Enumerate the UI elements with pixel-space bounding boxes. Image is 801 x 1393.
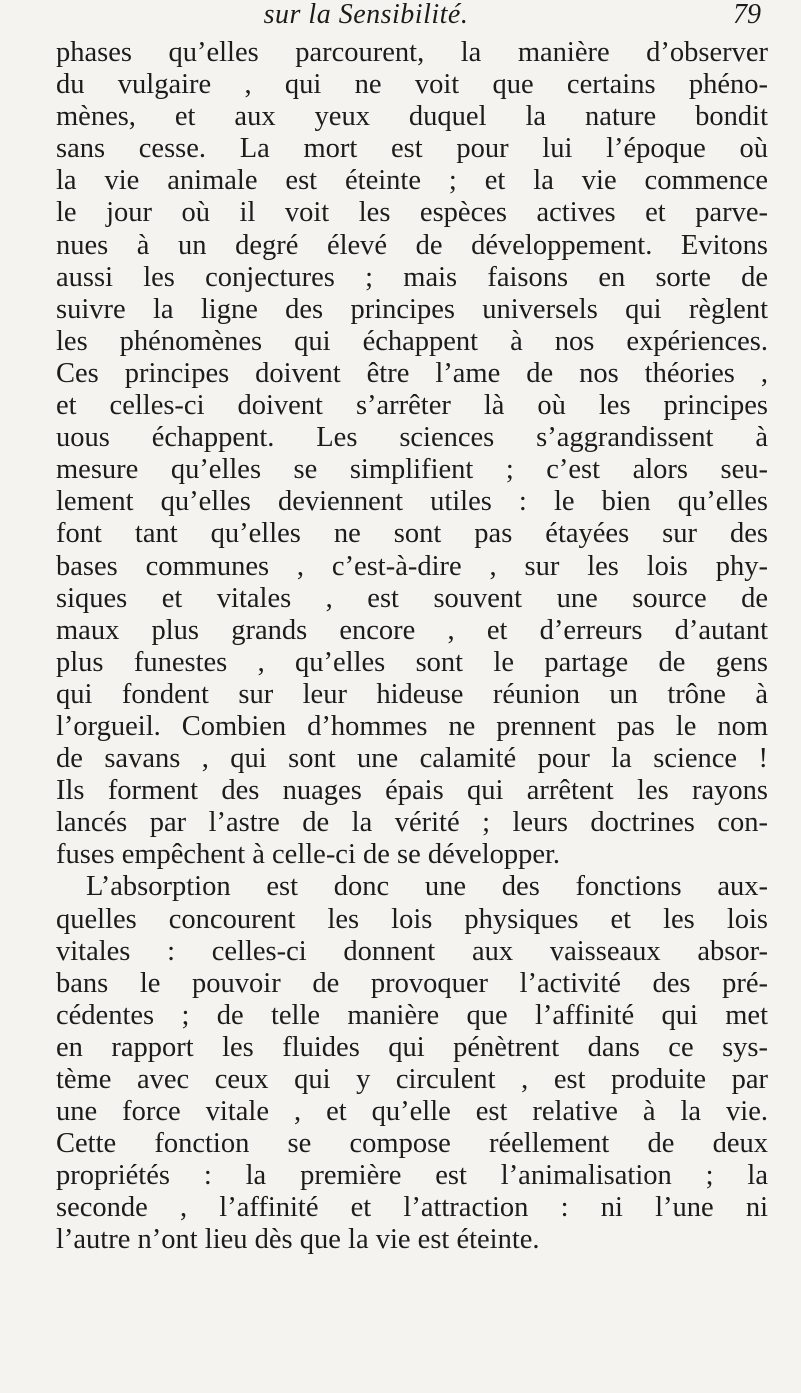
text-line: sans cesse. La mort est pour lui l’époque où xyxy=(56,133,768,165)
text-line: lancés par l’astre de la vérité ; leurs doctrines con- xyxy=(56,807,768,839)
text-line: mènes, et aux yeux duquel la nature bondit xyxy=(56,101,768,133)
text-line: de savans , qui sont une calamité pour la science ! xyxy=(56,743,768,775)
text-line: cédentes ; de telle manière que l’affinité qui met xyxy=(56,999,768,1031)
text-line: suivre la ligne des principes universels qui règlent xyxy=(56,293,768,325)
running-title: sur la Sensibilité. xyxy=(263,0,469,30)
text-line: plus funestes , qu’elles sont le partage de gens xyxy=(56,646,768,678)
text-line: le jour où il voit les espèces actives et parve- xyxy=(56,197,768,229)
text-line: phases qu’elles parcourent, la manière d’observer xyxy=(56,37,768,68)
text-line: tème avec ceux qui y circulent , est produite par xyxy=(56,1064,768,1095)
text-line: et celles-ci doivent s’arrêter là où les principes xyxy=(56,390,768,422)
text-line: bases communes , c’est-à-dire , sur les lois phy- xyxy=(56,550,768,582)
text-line: du vulgaire , qui ne voit que certains phéno- xyxy=(56,69,768,101)
text-line: l’orgueil. Combien d’hommes ne prennent pas le nom xyxy=(56,710,768,742)
text-line: quelles concourent les lois physiques et les lois xyxy=(56,903,768,935)
text-line: font tant qu’elles ne sont pas étayées sur des xyxy=(56,518,768,550)
text-line: aussi les conjectures ; mais faisons en sorte de xyxy=(56,261,768,293)
text-line: lement qu’elles deviennent utiles : le bien qu’elles xyxy=(56,486,768,518)
text-line: Cette fonction se compose réellement de deux xyxy=(56,1128,768,1160)
text-line: les phénomènes qui échappent à nos expériences. xyxy=(56,325,768,357)
text-line: propriétés : la première est l’animalisation ; la xyxy=(56,1160,768,1192)
text-line: maux plus grands encore , et d’erreurs d’autant xyxy=(56,614,768,646)
text-line: nues à un degré élevé de développement. Evitons xyxy=(56,229,768,261)
text-line: en rapport les fluides qui pénètrent dans ce sys- xyxy=(56,1031,768,1063)
text-line: bans le pouvoir de provoquer l’activité des pré- xyxy=(56,967,768,999)
text-line: fuses empêchent à celle-ci de se développer. xyxy=(56,839,561,871)
text-line: qui fondent sur leur hideuse réunion un trône à xyxy=(56,678,768,710)
text-line: uous échappent. Les sciences s’aggrandissent à xyxy=(56,422,768,454)
text-line: seconde , l’affinité et l’attraction : ni l’une ni xyxy=(56,1192,768,1224)
page-number: 79 xyxy=(733,0,761,30)
text-line: l’autre n’ont lieu dès que la vie est éteinte. xyxy=(56,1224,540,1256)
running-head xyxy=(56,0,761,34)
text-line: vitales : celles-ci donnent aux vaisseaux absor- xyxy=(56,935,768,967)
text-line: la vie animale est éteinte ; et la vie commence xyxy=(56,165,768,197)
text-line: Ces principes doivent être l’ame de nos théories , xyxy=(56,357,768,389)
text-line: siques et vitales , est souvent une source de xyxy=(56,582,768,614)
text-line: une force vitale , et qu’elle est relative à la vie. xyxy=(56,1096,768,1128)
text-line: L’absorption est donc une des fonctions aux- xyxy=(86,871,768,903)
text-line: Ils forment des nuages épais qui arrêtent les rayons xyxy=(56,775,768,807)
text-line: mesure qu’elles se simplifient ; c’est alors seu- xyxy=(56,454,768,486)
body-text xyxy=(56,37,768,1257)
